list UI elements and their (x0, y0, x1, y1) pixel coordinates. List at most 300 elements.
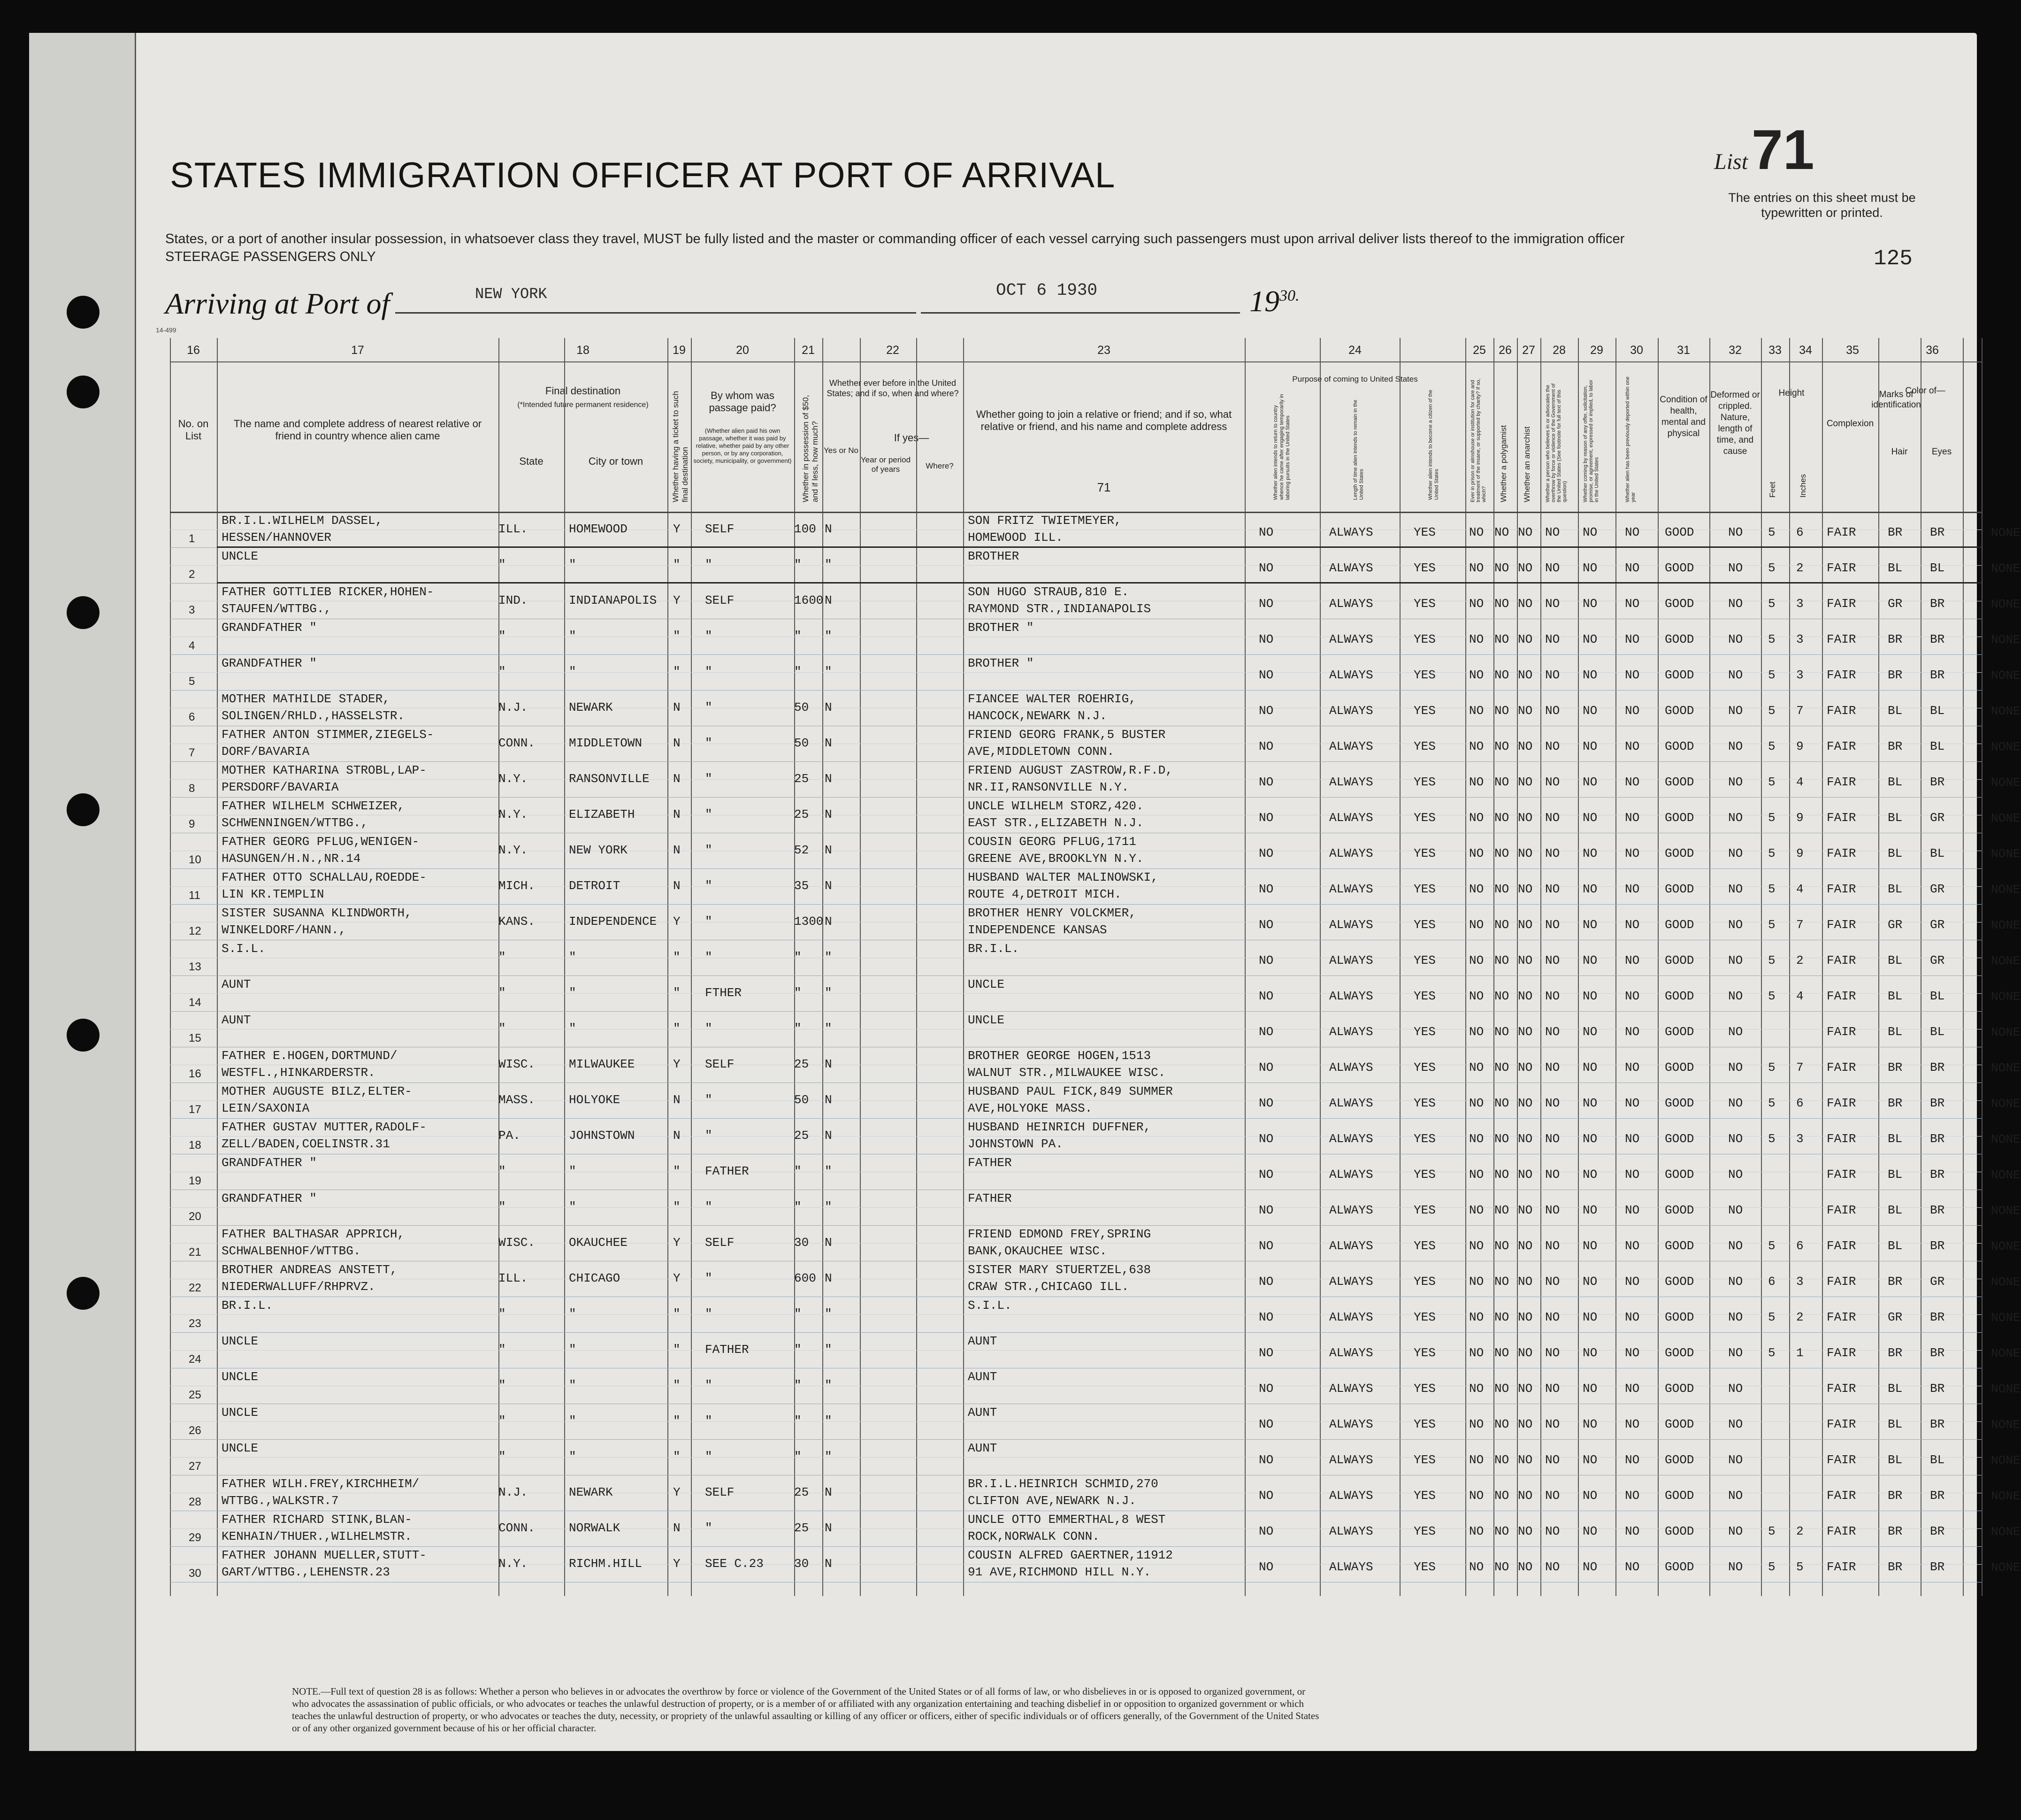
cell-rel: GRANDFATHER " (222, 621, 317, 635)
cell-q: NO (1625, 1453, 1640, 1467)
cell-p: NO (1259, 1453, 1274, 1467)
cell-hair: BL (1888, 1453, 1903, 1467)
cell-inches: 7 (1796, 704, 1804, 718)
row-divider (170, 975, 1982, 976)
cell-p: ALWAYS (1329, 1167, 1373, 1182)
cell-q: NO (1518, 739, 1533, 754)
cell-q: NO (1518, 597, 1533, 611)
cell-before: " (825, 1414, 832, 1428)
cell-marks: NONE (1991, 1311, 2021, 1325)
cell-feet: 5 (1768, 1524, 1776, 1539)
cell-q: NO (1518, 525, 1533, 540)
cell-q: NO (1625, 668, 1640, 683)
cell-join: FATHER (968, 1191, 1012, 1206)
column-divider (1982, 338, 1983, 1596)
cell-city: " (569, 950, 576, 964)
column-divider (170, 338, 171, 1596)
cell-p: YES (1414, 918, 1436, 932)
cell-feet: 5 (1768, 525, 1776, 540)
cell-q: NO (1469, 668, 1484, 683)
cell-deformed: NO (1728, 525, 1743, 540)
cell-before: N (825, 700, 832, 714)
col-number: 24 (1348, 344, 1362, 357)
cell-ticket: N (673, 772, 681, 786)
cell-rel: S.I.L. (222, 942, 266, 956)
cell-deformed: NO (1728, 1239, 1743, 1253)
cell-money: 50 (794, 736, 809, 750)
cell-q: NO (1583, 704, 1598, 718)
cell-q: NO (1469, 882, 1484, 897)
cell-p: ALWAYS (1329, 1239, 1373, 1253)
cell-health: GOOD (1665, 953, 1694, 968)
cell-q: NO (1545, 597, 1560, 611)
row-divider (170, 1011, 1982, 1012)
cell-health: GOOD (1665, 1203, 1694, 1218)
cell-marks: NONE (1991, 1382, 2021, 1396)
cell-before: N (825, 736, 832, 750)
cell-health: GOOD (1665, 775, 1694, 790)
cell-inches: 2 (1796, 953, 1804, 968)
cell-rel: GRANDFATHER " (222, 1156, 317, 1170)
cell-before: N (825, 1129, 832, 1143)
row-number: 1 (189, 532, 195, 545)
cell-eyes: BR (1930, 1310, 1945, 1325)
cell-rel: LIN KR.TEMPLIN (222, 887, 324, 901)
row-subdivider (170, 1564, 1982, 1565)
instructions (165, 230, 1949, 266)
cell-feet: 5 (1768, 739, 1776, 754)
cell-hair: BL (1888, 953, 1903, 968)
cell-q: NO (1625, 1239, 1640, 1253)
cell-complexion: FAIR (1827, 1453, 1856, 1467)
cell-q: NO (1494, 1310, 1509, 1325)
cell-state: " (498, 986, 506, 1000)
cell-marks: NONE (1991, 1097, 2021, 1111)
cell-city: NEWARK (569, 700, 613, 714)
column-divider (1320, 338, 1321, 1596)
cell-state: KANS. (498, 914, 536, 929)
cell-city: RANSONVILLE (569, 772, 650, 786)
cell-q: NO (1625, 882, 1640, 897)
cell-q: NO (1518, 1275, 1533, 1289)
cell-p: ALWAYS (1329, 1524, 1373, 1539)
cell-inches: 3 (1796, 632, 1804, 647)
cell-eyes: BR (1930, 1524, 1945, 1539)
cell-q: NO (1518, 882, 1533, 897)
cell-city: " (569, 1450, 576, 1464)
cell-before: " (825, 986, 832, 1000)
cell-q: NO (1494, 953, 1509, 968)
cell-complexion: FAIR (1827, 918, 1856, 932)
cell-inches: 2 (1796, 1524, 1804, 1539)
cell-hair: GR (1888, 918, 1903, 932)
cell-q: NO (1583, 882, 1598, 897)
cell-before: N (825, 1521, 832, 1535)
cell-money: 50 (794, 1093, 809, 1107)
cell-q: NO (1494, 1524, 1509, 1539)
cell-q: NO (1625, 739, 1640, 754)
cell-paid: " (705, 1200, 712, 1214)
cell-eyes: GR (1930, 882, 1945, 897)
cell-complexion: FAIR (1827, 775, 1856, 790)
punch-hole (67, 376, 100, 408)
cell-inches: 3 (1796, 597, 1804, 611)
cell-join: ROCK,NORWALK CONN. (968, 1529, 1100, 1544)
cell-q: NO (1494, 882, 1509, 897)
cell-p: YES (1414, 1560, 1436, 1574)
cell-rel: WTTBG.,WALKSTR.7 (222, 1494, 339, 1508)
cell-q: NO (1494, 561, 1509, 576)
cell-rel: LEIN/SAXONIA (222, 1101, 310, 1115)
cell-q: NO (1583, 1096, 1598, 1111)
row-number: 19 (189, 1175, 201, 1187)
row-subdivider (170, 1314, 1982, 1315)
cell-p: YES (1414, 1239, 1436, 1253)
cell-p: ALWAYS (1329, 1060, 1373, 1075)
cell-q: NO (1583, 846, 1598, 861)
cell-rel: HESSEN/HANNOVER (222, 530, 332, 545)
cell-rel: UNCLE (222, 1334, 259, 1348)
cell-rel: WESTFL.,HINKARDERSTR. (222, 1066, 375, 1080)
cell-hair: BL (1888, 846, 1903, 861)
cell-q: NO (1469, 1310, 1484, 1325)
cell-hair: BL (1888, 1382, 1903, 1396)
cell-paid: " (705, 914, 712, 929)
cell-marks: NONE (1991, 1239, 2021, 1253)
cell-p: YES (1414, 775, 1436, 790)
cell-rel: PERSDORF/BAVARIA (222, 780, 339, 794)
instructions-text: States, or a port of another insular possession, in whatsoever class they travel, MUST be fully listed and the master or commanding officer of each vessel carrying such passengers must upon arrival deliver lists thereof to the immigration officer (165, 231, 1625, 246)
cell-p: NO (1259, 1524, 1274, 1539)
header-hair: Hair (1891, 447, 1908, 457)
cell-join: BROTHER GEORGE HOGEN,1513 (968, 1049, 1151, 1063)
cell-money: " (794, 1164, 802, 1178)
cell-p: ALWAYS (1329, 597, 1373, 611)
cell-inches: 7 (1796, 918, 1804, 932)
column-divider (1540, 338, 1541, 1596)
cell-join: COUSIN ALFRED GAERTNER,11912 (968, 1548, 1173, 1562)
cell-city: MILWAUKEE (569, 1057, 635, 1071)
cell-p: ALWAYS (1329, 668, 1373, 683)
cell-q: NO (1494, 1132, 1509, 1146)
cell-health: GOOD (1665, 1132, 1694, 1146)
cell-inches: 9 (1796, 739, 1804, 754)
cell-join: COUSIN GEORG PFLUG,1711 (968, 835, 1136, 849)
cell-city: " (569, 1307, 576, 1321)
cell-city: " (569, 558, 576, 572)
cell-complexion: FAIR (1827, 739, 1856, 754)
cell-ticket: " (673, 1450, 681, 1464)
cell-q: NO (1545, 704, 1560, 718)
cell-q: NO (1625, 989, 1640, 1004)
cell-state: " (498, 1021, 506, 1036)
cell-deformed: NO (1728, 597, 1743, 611)
cell-marks: NONE (1991, 597, 2021, 611)
cell-q: NO (1583, 525, 1598, 540)
cell-q: NO (1625, 1310, 1640, 1325)
cell-q: NO (1625, 1025, 1640, 1039)
cell-q: NO (1469, 1382, 1484, 1396)
cell-city: " (569, 1414, 576, 1428)
cell-ticket: Y (673, 1057, 681, 1071)
cell-join: HOMEWOOD ILL. (968, 530, 1063, 545)
cell-state: N.Y. (498, 807, 528, 822)
cell-eyes: GR (1930, 918, 1945, 932)
cell-p: ALWAYS (1329, 775, 1373, 790)
cell-before: N (825, 1236, 832, 1250)
row-number: 17 (189, 1103, 201, 1116)
cell-health: GOOD (1665, 561, 1694, 576)
cell-q: NO (1545, 1310, 1560, 1325)
cell-health: GOOD (1665, 1025, 1694, 1039)
cell-join: RAYMOND STR.,INDIANAPOLIS (968, 602, 1151, 616)
port-line (395, 312, 916, 314)
cell-q: NO (1583, 1382, 1598, 1396)
cell-join: AUNT (968, 1405, 997, 1420)
list-number-box (1714, 117, 1814, 182)
punch-hole (67, 596, 100, 629)
header-where: Where? (926, 461, 954, 470)
arriving-label: Arriving at Port of (165, 287, 390, 320)
cell-marks: NONE (1991, 918, 2021, 932)
row-number: 28 (189, 1496, 201, 1508)
cell-p: NO (1259, 989, 1274, 1004)
cell-q: NO (1625, 597, 1640, 611)
cell-q: NO (1518, 1167, 1533, 1182)
cell-q: NO (1494, 1382, 1509, 1396)
cell-inches: 9 (1796, 811, 1804, 825)
cell-rel: MOTHER AUGUSTE BILZ,ELTER- (222, 1084, 412, 1098)
cell-state: ILL. (498, 522, 528, 536)
cell-join: EAST STR.,ELIZABETH N.J. (968, 816, 1144, 830)
column-divider (1789, 338, 1790, 1596)
year-prefix-text: 19 (1249, 284, 1279, 318)
cell-before: N (825, 807, 832, 822)
cell-state: " (498, 950, 506, 964)
cell-money: " (794, 1343, 802, 1357)
cell-complexion: FAIR (1827, 1346, 1856, 1360)
cell-eyes: BL (1930, 1025, 1945, 1039)
cell-health: GOOD (1665, 668, 1694, 683)
cell-city: JOHNSTOWN (569, 1129, 635, 1143)
cell-before: " (825, 1021, 832, 1036)
cell-rel: GART/WTTBG.,LEHENSTR.23 (222, 1565, 390, 1579)
cell-q: NO (1625, 1275, 1640, 1289)
cell-q: NO (1583, 918, 1598, 932)
cell-ticket: Y (673, 1485, 681, 1499)
header-purpose-citizen: Whether alien intends to become a citizen of the United States (1428, 390, 1439, 500)
cell-ticket: Y (673, 522, 681, 536)
cell-q: NO (1469, 1489, 1484, 1503)
cell-money: 1600 (794, 593, 824, 607)
cell-p: NO (1259, 1382, 1274, 1396)
column-divider (860, 338, 861, 1596)
cell-paid: " (705, 736, 712, 750)
cell-q: NO (1494, 989, 1509, 1004)
cell-eyes: BR (1930, 1239, 1945, 1253)
cell-rel: AUNT (222, 1013, 251, 1027)
cell-q: NO (1545, 1417, 1560, 1432)
header-no-on-list: No. on List (178, 418, 209, 442)
cell-eyes: GR (1930, 1275, 1945, 1289)
cell-q: NO (1583, 989, 1598, 1004)
cell-join: HUSBAND PAUL FICK,849 SUMMER (968, 1084, 1173, 1098)
cell-q: NO (1545, 1275, 1560, 1289)
cell-money: " (794, 665, 802, 679)
cell-join: FRIEND GEORG FRANK,5 BUSTER (968, 728, 1166, 742)
cell-paid: " (705, 1307, 712, 1321)
column-divider (691, 338, 692, 1596)
cell-eyes: BL (1930, 1453, 1945, 1467)
page-number: 125 (1874, 246, 1913, 271)
cell-health: GOOD (1665, 1167, 1694, 1182)
cell-q: NO (1469, 1060, 1484, 1075)
cell-q: NO (1583, 1560, 1598, 1574)
row-subdivider (170, 672, 1982, 673)
cell-state: MICH. (498, 879, 536, 893)
cell-p: NO (1259, 1489, 1274, 1503)
cell-ticket: " (673, 1200, 681, 1214)
cell-eyes: BR (1930, 1060, 1945, 1075)
cell-state: " (498, 1164, 506, 1178)
cell-q: NO (1545, 811, 1560, 825)
cell-complexion: FAIR (1827, 1025, 1856, 1039)
manifest-table (170, 338, 2021, 1596)
cell-join: SON HUGO STRAUB,810 E. (968, 585, 1129, 599)
cell-money: 25 (794, 1485, 809, 1499)
row-divider (170, 654, 1982, 655)
cell-before: " (825, 1164, 832, 1178)
row-number: 23 (189, 1317, 201, 1330)
cell-health: GOOD (1665, 811, 1694, 825)
cell-hair: BR (1888, 1524, 1903, 1539)
cell-q: NO (1545, 1524, 1560, 1539)
cell-join: INDEPENDENCE KANSAS (968, 923, 1107, 937)
cell-feet: 5 (1768, 1560, 1776, 1574)
cell-marks: NONE (1991, 1204, 2021, 1218)
cell-eyes: BR (1930, 1382, 1945, 1396)
row-subdivider (170, 1421, 1982, 1422)
row-divider (170, 1118, 1982, 1119)
cell-q: NO (1583, 1346, 1598, 1360)
cell-before: " (825, 558, 832, 572)
cell-money: 25 (794, 1521, 809, 1535)
cell-q: NO (1469, 561, 1484, 576)
cell-eyes: BL (1930, 846, 1945, 861)
cell-health: GOOD (1665, 1060, 1694, 1075)
cell-rel: BR.I.L. (222, 1298, 273, 1313)
cell-complexion: FAIR (1827, 632, 1856, 647)
cell-q: NO (1583, 1239, 1598, 1253)
row-number: 8 (189, 782, 195, 795)
cell-q: NO (1518, 1025, 1533, 1039)
cell-before: " (825, 1450, 832, 1464)
cell-before: N (825, 879, 832, 893)
cell-health: GOOD (1665, 597, 1694, 611)
cell-state: N.J. (498, 700, 528, 714)
cell-p: YES (1414, 1025, 1436, 1039)
row-number: 26 (189, 1424, 201, 1437)
cell-marks: NONE (1991, 1489, 2021, 1503)
cell-feet: 5 (1768, 1310, 1776, 1325)
cell-hair: BL (1888, 1025, 1903, 1039)
cell-city: DETROIT (569, 879, 620, 893)
footnote: NOTE.—Full text of question 28 is as follows: Whether a person who believes in or advocates the overthrow by force or violence of the Government of the United States or of all forms of law, or who disbelieves in or is opposed to organized government, or who advocates the assassination of public officials, or who advocates or teaches the unlawful destruction of property, or is a member of or affiliated with any organization entertaining and teaching disbelief in or opposition to organized government or which teaches the unlawful destruction of property, or who advocates or teaches the duty, necessity, or propriety of the unlawful assaulting or killing of any officer or officers, either of specific individuals or of officers generally, of the Government of the United States or of any other organized government because of his or her official character. (292, 1686, 1319, 1734)
header-deformed: Deformed or crippled. Nature, length of time, and cause (1710, 390, 1760, 456)
cell-q: NO (1494, 597, 1509, 611)
cell-eyes: BR (1930, 597, 1945, 611)
cell-join: HANCOCK,NEWARK N.J. (968, 709, 1107, 723)
cell-deformed: NO (1728, 632, 1743, 647)
cell-eyes: BL (1930, 989, 1945, 1004)
cell-p: ALWAYS (1329, 953, 1373, 968)
header-health: Condition of health, mental and physical (1660, 395, 1707, 438)
cell-city: " (569, 1021, 576, 1036)
row-number: 11 (189, 889, 200, 902)
cell-marks: NONE (1991, 704, 2021, 718)
cell-p: ALWAYS (1329, 1096, 1373, 1111)
cell-p: NO (1259, 668, 1274, 683)
cell-p: YES (1414, 846, 1436, 861)
cell-deformed: NO (1728, 1346, 1743, 1360)
cell-p: YES (1414, 1310, 1436, 1325)
header-height: Height (1778, 388, 1805, 398)
row-number: 6 (189, 711, 195, 723)
cell-q: NO (1583, 1025, 1598, 1039)
row-divider (170, 1546, 1982, 1547)
row-number: 16 (189, 1067, 201, 1080)
cell-deformed: NO (1728, 1489, 1743, 1503)
cell-health: GOOD (1665, 632, 1694, 647)
cell-ticket: N (673, 1129, 681, 1143)
cell-state: " (498, 1307, 506, 1321)
cell-q: NO (1469, 704, 1484, 718)
cell-feet: 5 (1768, 1239, 1776, 1253)
cell-join: SISTER MARY STUERTZEL,638 (968, 1263, 1151, 1277)
cell-join: BROTHER (968, 549, 1019, 563)
cell-join: UNCLE (968, 1013, 1005, 1027)
cell-q: NO (1625, 525, 1640, 540)
header-inches: Inches (1799, 474, 1807, 498)
cell-join: 91 AVE,RICHMOND HILL N.Y. (968, 1565, 1151, 1579)
cell-health: GOOD (1665, 1310, 1694, 1325)
cell-p: NO (1259, 1096, 1274, 1111)
cell-complexion: FAIR (1827, 597, 1856, 611)
cell-eyes: BR (1930, 1560, 1945, 1574)
cell-marks: NONE (1991, 1560, 2021, 1574)
cell-ticket: " (673, 1343, 681, 1357)
row-divider (170, 761, 1982, 762)
cell-marks: NONE (1991, 1132, 2021, 1146)
cell-feet: 5 (1768, 918, 1776, 932)
cell-q: NO (1494, 775, 1509, 790)
cell-q: NO (1545, 882, 1560, 897)
cell-join: HUSBAND WALTER MALINOWSKI, (968, 870, 1158, 884)
column-divider (916, 338, 917, 1596)
cell-ticket: " (673, 1378, 681, 1392)
cell-p: YES (1414, 668, 1436, 683)
cell-before: " (825, 1378, 832, 1392)
cell-paid: " (705, 665, 712, 679)
cell-p: ALWAYS (1329, 1025, 1373, 1039)
cell-feet: 5 (1768, 597, 1776, 611)
row-number: 7 (189, 746, 195, 759)
cell-p: ALWAYS (1329, 739, 1373, 754)
header-state: State (519, 455, 544, 467)
col-number: 28 (1553, 344, 1566, 357)
header-color-of: Color of— (1905, 386, 1945, 396)
cell-money: " (794, 986, 802, 1000)
